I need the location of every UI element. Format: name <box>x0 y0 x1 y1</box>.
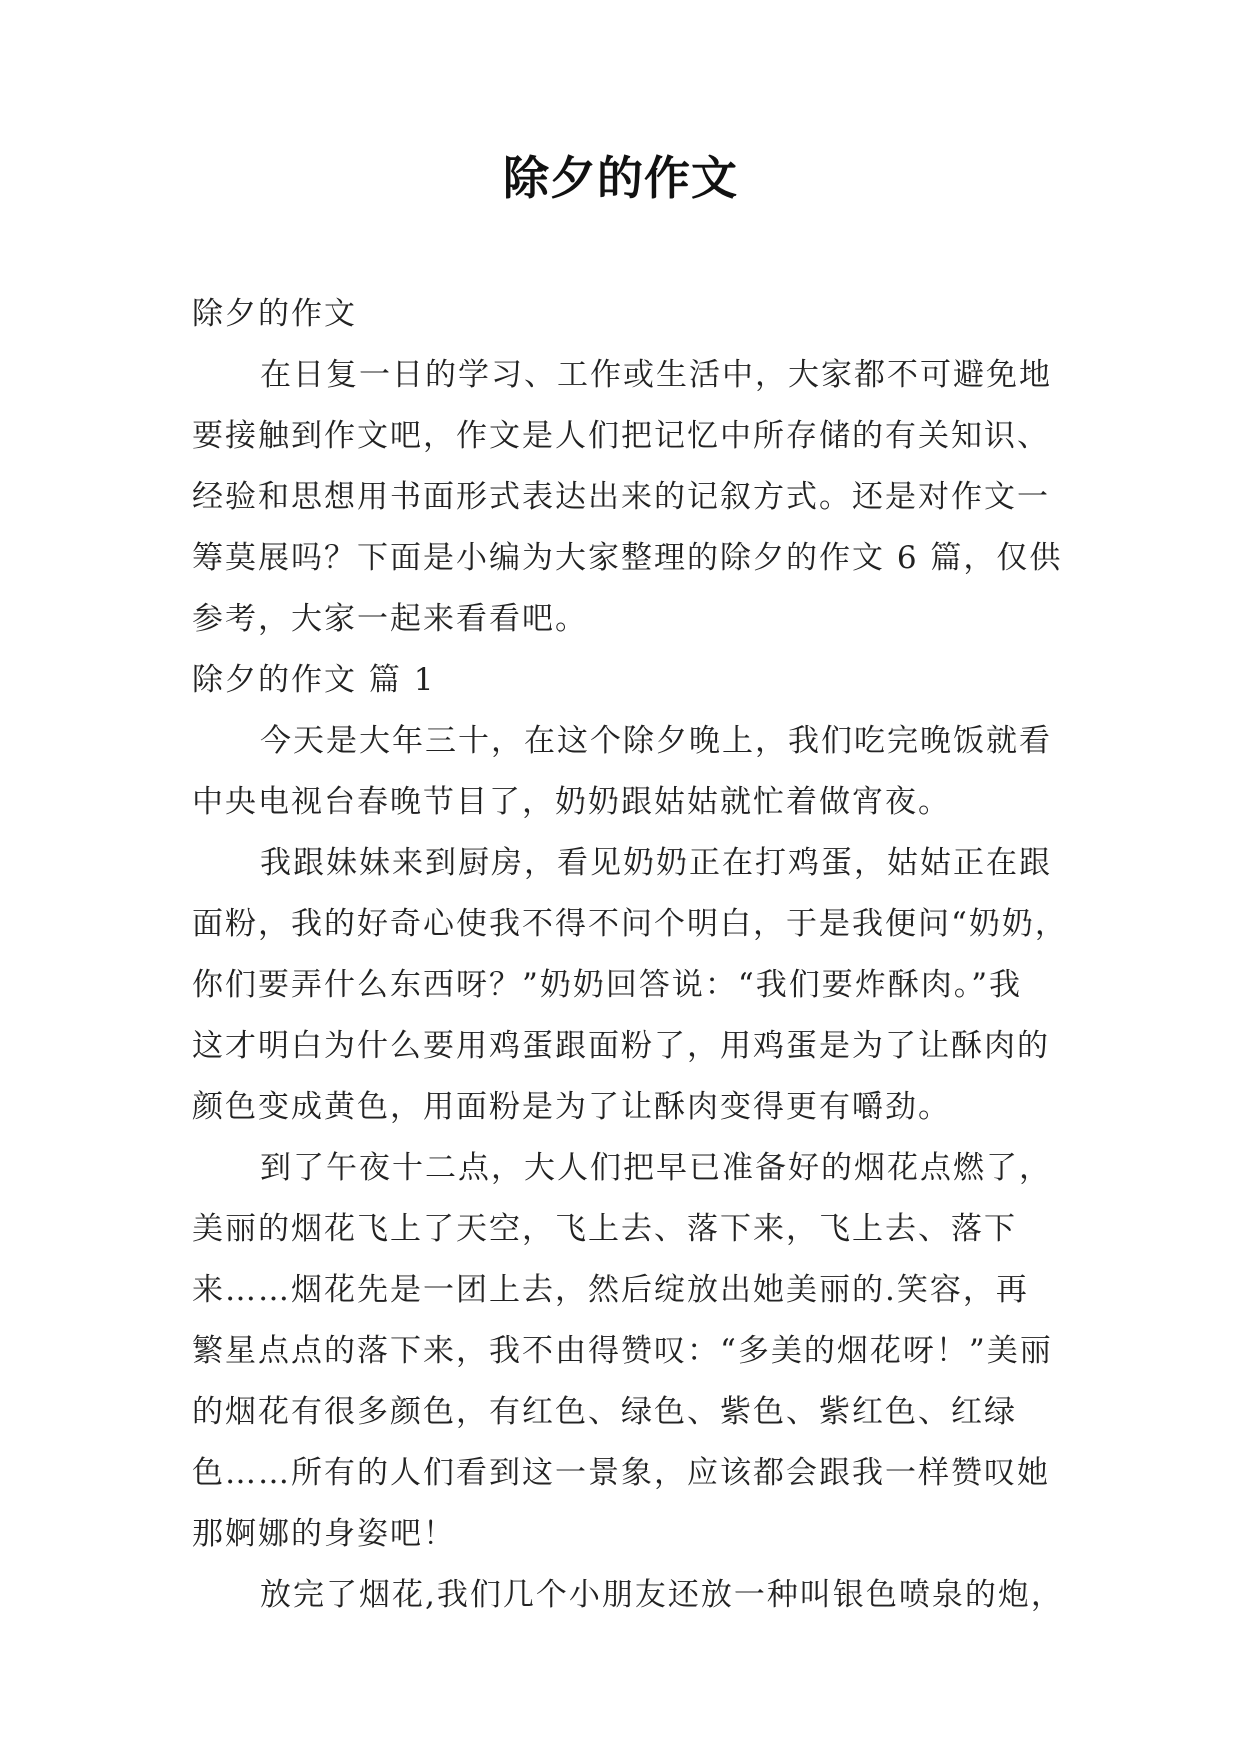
text-line: 中央电视台春晚节目了，奶奶跟姑姑就忙着做宵夜。 <box>192 784 951 820</box>
text-line: 这才明白为什么要用鸡蛋跟面粉了，用鸡蛋是为了让酥肉的 <box>192 1028 1050 1064</box>
text-line: 在日复一日的学习、工作或生活中，大家都不可避免地 <box>260 357 1052 393</box>
text-line: 参考，大家一起来看看吧。 <box>192 601 588 637</box>
text-line: 那婀娜的身姿吧！ <box>192 1516 456 1552</box>
text-line: 你们要弄什么东西呀？”奶奶回答说：“我们要炸酥肉。”我 <box>192 967 1023 1003</box>
text-line: 筹莫展吗？下面是小编为大家整理的除夕的作文 6 篇，仅供 <box>192 540 1063 576</box>
text-line: 来……烟花先是一团上去，然后绽放出她美丽的.笑容，再 <box>192 1272 1029 1308</box>
text-line: 除夕的作文 <box>192 296 357 332</box>
text-line: 放完了烟花,我们几个小朋友还放一种叫银色喷泉的炮， <box>260 1577 1064 1613</box>
text-line: 的烟花有很多颜色，有红色、绿色、紫色、紫红色、红绿 <box>192 1394 1017 1430</box>
text-line: 面粉，我的好奇心使我不得不问个明白，于是我便问“奶奶， <box>192 906 1068 942</box>
text-line: 除夕的作文 篇 1 <box>192 662 436 698</box>
text-line: 颜色变成黄色，用面粉是为了让酥肉变得更有嚼劲。 <box>192 1089 951 1125</box>
text-line: 色……所有的人们看到这一景象，应该都会跟我一样赞叹她 <box>192 1455 1050 1491</box>
text-line: 今天是大年三十，在这个除夕晚上，我们吃完晚饭就看 <box>260 723 1052 759</box>
document-title: 除夕的作文 <box>503 151 738 205</box>
text-line: 我跟妹妹来到厨房，看见奶奶正在打鸡蛋，姑姑正在跟 <box>260 845 1052 881</box>
text-line: 到了午夜十二点，大人们把早已准备好的烟花点燃了， <box>260 1150 1052 1186</box>
text-line: 美丽的烟花飞上了天空，飞上去、落下来，飞上去、落下 <box>192 1211 1017 1247</box>
document-body <box>192 284 1068 1626</box>
text-line: 要接触到作文吧，作文是人们把记忆中所存储的有关知识、 <box>192 418 1050 454</box>
text-line: 经验和思想用书面形式表达出来的记叙方式。还是对作文一 <box>192 479 1050 515</box>
text-line: 繁星点点的落下来，我不由得赞叹：“多美的烟花呀！”美丽 <box>192 1333 1053 1369</box>
